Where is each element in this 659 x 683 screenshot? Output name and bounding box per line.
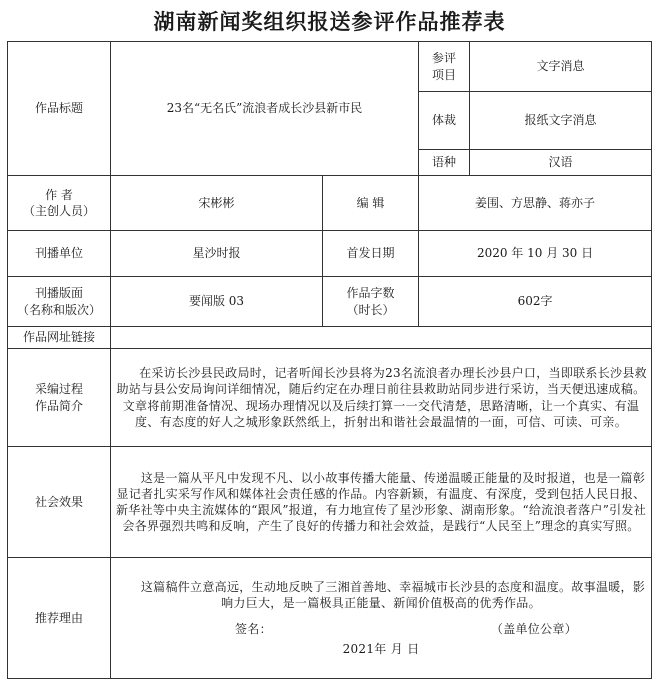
editor-value: 姜围、方思静、蒋亦子 — [419, 176, 652, 231]
process-text: 在采访长沙县民政局时，记者听闻长沙县将为23名流浪者办理长沙县户口，当即联系长沙县救助站与县公安局询问详细情况，随后约定在办理日前往县救助站同步进行采访，当天便迅速成稿。文章将前期准备情况、现场办理情况以及后续打算一一交代清楚，思路清晰，让一个真实、有温度、有态度的好人之城形象跃然纸上，折射出和谐社会最温情的一面，可信、可读、可亲。 — [111, 349, 652, 447]
effect-label: 社会效果 — [8, 447, 111, 558]
process-label: 采编过程 作品简介 — [8, 349, 111, 447]
page-label: 刊播版面 （名称和版次） — [8, 277, 111, 327]
link-value — [111, 327, 652, 349]
page-value: 要闻版 03 — [111, 277, 323, 327]
publisher-label: 刊播单位 — [8, 231, 111, 277]
category-label: 参评 项目 — [419, 42, 470, 92]
first-date-value: 2020 年 10 月 30 日 — [419, 231, 652, 277]
reason-cell — [111, 558, 652, 679]
genre-label: 体裁 — [419, 92, 470, 150]
reason-label: 推荐理由 — [8, 558, 111, 679]
reason-text: 这篇稿件立意高远，生动地反映了三湘首善地、幸福城市长沙县的态度和温度。故事温暖，影响力巨大，是一篇极具正能量、新闻价值极高的优秀作品。 — [140, 579, 646, 610]
first-date-label: 首发日期 — [323, 231, 419, 277]
category-value: 文字消息 — [470, 42, 652, 92]
sign-label: 签名： — [235, 622, 272, 636]
sign-date: 2021年 月 日 — [342, 642, 420, 657]
recommendation-form — [7, 41, 652, 679]
genre-value: 报纸文字消息 — [470, 92, 652, 150]
link-label: 作品网址链接 — [8, 327, 111, 349]
word-count-value: 602字 — [419, 277, 652, 327]
author-value: 宋彬彬 — [111, 176, 323, 231]
work-title-label: 作品标题 — [8, 42, 111, 176]
work-title-value: 23名“无名氏”流浪者成长沙县新市民 — [111, 42, 419, 176]
language-value: 汉语 — [470, 150, 652, 176]
word-count-label: 作品字数 （时长） — [323, 277, 419, 327]
publisher-value: 星沙时报 — [111, 231, 323, 277]
language-label: 语种 — [419, 150, 470, 176]
page-title: 湖南新闻奖组织报送参评作品推荐表 — [153, 10, 506, 34]
stamp-label: （盖单位公章） — [490, 622, 578, 636]
editor-label: 编 辑 — [323, 176, 419, 231]
author-label: 作 者 （主创人员） — [8, 176, 111, 231]
effect-text: 这是一篇从平凡中发现不凡、以小故事传播大能量、传递温暖正能量的及时报道，也是一篇彰显记者扎实采写作风和媒体社会责任感的作品。内容新颖，有温度、有深度，受到包括人民日报、新华社等中央主流媒体的“跟风”报道，有力地宣传了星沙形象、湖南形象。“给流浪者落户”引发社会各界强烈共鸣和反响，产生了良好的传播力和社会效益，是践行“人民至上”理念的真实写照。 — [111, 447, 652, 558]
